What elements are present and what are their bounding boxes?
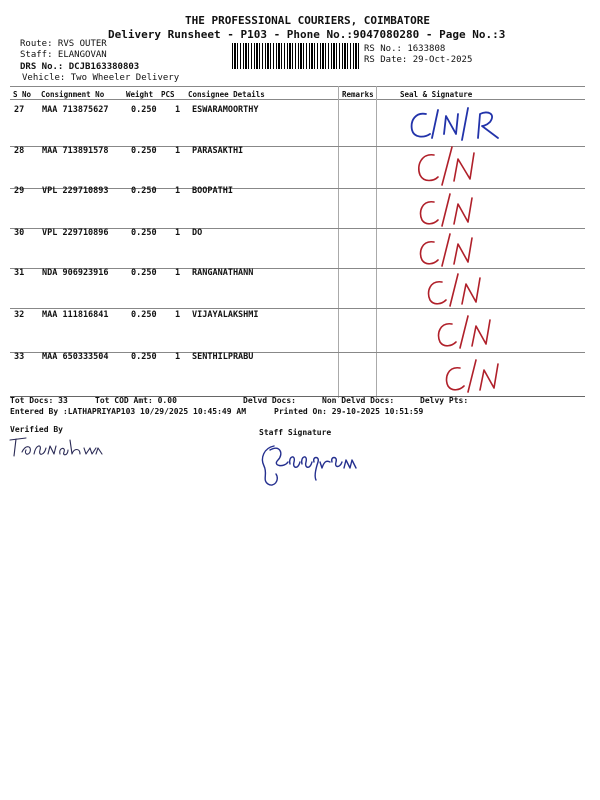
row-sno: 31 (14, 268, 25, 278)
row-consignee: VIJAYALAKSHMI (192, 310, 259, 320)
signature-mark-row-31 (422, 270, 502, 310)
col-sno: S No (13, 90, 32, 99)
total-docs: Tot Docs: 33 (10, 396, 68, 405)
row-sno: 30 (14, 228, 25, 238)
printed-on: Printed On: 29-10-2025 10:51:59 (274, 407, 424, 416)
row-sno: 28 (14, 146, 25, 156)
signature-mark-row-28 (412, 143, 492, 188)
row-consignment: MAA 713891578 (42, 146, 109, 156)
rs-date: RS Date: 29-Oct-2025 (364, 55, 473, 65)
row-pcs: 1 (175, 310, 181, 320)
row-consignment: VPL 229710896 (42, 228, 109, 238)
entered-by: Entered By :LATHAPRIYAP103 10/29/2025 10:45:49 AM (10, 407, 247, 416)
row-pcs: 1 (175, 146, 181, 156)
row-consignment: NDA 906923916 (42, 268, 109, 278)
row-weight: 0.250 (131, 310, 157, 320)
row-consignment: MAA 650333504 (42, 352, 109, 362)
table-row (10, 140, 585, 181)
staff-signature-label: Staff Signature (259, 428, 332, 437)
col-weight: Weight (126, 90, 154, 99)
table-row (10, 180, 585, 221)
row-pcs: 1 (175, 105, 181, 115)
total-cod-amount: Tot COD Amt: 0.00 (95, 396, 177, 405)
row-sno: 32 (14, 310, 25, 320)
staff-signature (254, 440, 364, 490)
row-pcs: 1 (175, 186, 181, 196)
row-pcs: 1 (175, 228, 181, 238)
row-consignment: VPL 229710893 (42, 186, 109, 196)
verified-by-label: Verified By (10, 425, 63, 434)
drs-number: DRS No.: DCJB163380803 (20, 62, 140, 72)
company-name: THE PROFESSIONAL COURIERS, COIMBATORE (185, 14, 431, 27)
row-weight: 0.250 (131, 228, 157, 238)
row-weight: 0.250 (131, 268, 157, 278)
table-top-rule (10, 86, 585, 87)
rs-number: RS No.: 1633808 (364, 44, 446, 54)
row-consignee: ESWARAMOORTHY (192, 105, 259, 115)
row-pcs: 1 (175, 352, 181, 362)
row-weight: 0.250 (131, 186, 157, 196)
row-consignee: PARASAKTHI (192, 146, 244, 156)
table-row (10, 222, 585, 263)
row-consignee: BOOPATHI (192, 186, 233, 196)
signature-mark-row-32 (432, 312, 512, 352)
col-consignment: Consignment No (41, 90, 105, 99)
row-weight: 0.250 (131, 105, 157, 115)
row-consignment: MAA 713875627 (42, 105, 109, 115)
row-consignee: SENTHILPRABU (192, 352, 254, 362)
row-consignee: RANGANATHANN (192, 268, 254, 278)
row-sno: 33 (14, 352, 25, 362)
verifier-signature (8, 434, 108, 464)
row-sno: 29 (14, 186, 25, 196)
delivered-docs: Delvd Docs: (243, 396, 296, 405)
route: Route: RVS OUTER (20, 39, 107, 49)
delivery-points: Delvy Pts: (420, 396, 469, 405)
col-seal-signature: Seal & Signature (400, 90, 473, 99)
row-consignment: MAA 111816841 (42, 310, 109, 320)
row-pcs: 1 (175, 268, 181, 278)
signature-mark-row-29 (414, 190, 494, 230)
signature-mark-row-33 (440, 356, 520, 396)
col-pcs: PCS (161, 90, 175, 99)
row-weight: 0.250 (131, 352, 157, 362)
barcode (232, 43, 359, 69)
staff: Staff: ELANGOVAN (20, 50, 107, 60)
non-delivered-docs: Non Delvd Docs: (322, 396, 395, 405)
vehicle: Vehicle: Two Wheeler Delivery (22, 73, 180, 83)
signature-mark-row-27 (404, 104, 514, 144)
row-consignee: DO (192, 228, 203, 238)
row-weight: 0.250 (131, 146, 157, 156)
runsheet-title: Delivery Runsheet - P103 - Phone No.:9047080280 - Page No.:3 (108, 28, 506, 41)
row-sno: 27 (14, 105, 25, 115)
col-consignee: Consignee Details (188, 90, 265, 99)
col-remarks: Remarks (342, 90, 374, 99)
signature-mark-row-30 (414, 230, 494, 270)
